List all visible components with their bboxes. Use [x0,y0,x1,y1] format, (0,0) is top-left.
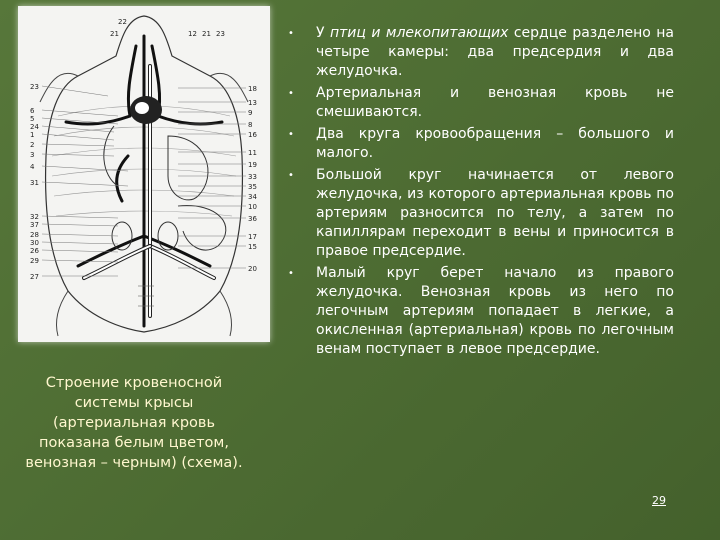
bullet-text: Большой круг начинается от левого желудочка, из которого артериальная кровь по артериям разносится по телу, а затем по капиллярам переходит в вены и приносится в правое предсердие. [316,167,674,259]
label-12: 12 [188,30,197,38]
bullet-text: Малый круг берет начало из правого желудочка. Венозная кровь из него по легочным артериям попадает в легкие, а окисленная (артериальная) кровь по легочным венам поступает в левое предсердие. [316,265,674,357]
bullet-text: Артериальная и венозная кровь не смешиваются. [316,85,674,120]
caption-line: системы крысы [74,395,194,411]
caption-line: венозная – черным) (схема). [25,455,243,471]
label-31: 31 [30,179,39,187]
rat-circulatory-diagram [18,6,270,342]
label-8: 8 [248,121,253,129]
label-13: 13 [248,99,257,107]
label-11: 11 [248,149,257,157]
label-16: 16 [248,131,257,139]
bullet-icon: • [288,268,294,279]
bullet-emphasis: птиц и млекопитающих [329,25,509,41]
label-15: 15 [248,243,257,251]
label-23-top: 23 [216,30,225,38]
page-number: 29 [652,494,666,507]
label-9: 9 [248,109,253,117]
label-6: 6 [30,107,35,115]
label-21-top: 21 [110,30,119,38]
bullet-text-part: У [316,25,330,41]
caption-line: (артериальная кровь [52,415,216,431]
bullet-text: Два круга кровообращения – большого и малого. [316,126,674,161]
label-24: 24 [30,123,39,131]
label-23: 23 [30,83,39,91]
label-26: 26 [30,247,39,255]
bullet-item [286,125,674,163]
label-2: 2 [30,141,35,149]
label-17: 17 [248,233,257,241]
bullet-icon: • [288,170,294,181]
bullet-icon: • [288,28,294,39]
label-32: 32 [30,213,39,221]
label-36: 36 [248,215,257,223]
label-3: 3 [30,151,35,159]
label-4: 4 [30,163,35,171]
label-18: 18 [248,85,257,93]
label-21-right: 21 [202,30,211,38]
bullet-icon: • [288,129,294,140]
bullet-item [286,24,674,81]
bullet-icon: • [288,88,294,99]
label-1: 1 [30,131,35,139]
label-33: 33 [248,173,257,181]
bullet-item [286,166,674,261]
caption-line: показана белым цветом, [39,435,229,451]
bullet-text-part: сердце разделено на четыре камеры: два предсердия и два желудочка. [316,25,674,79]
diagram-svg [18,6,270,342]
label-30: 30 [30,239,39,247]
bullet-text [316,24,674,81]
label-34: 34 [248,193,257,201]
label-20: 20 [248,265,257,273]
label-5: 5 [30,115,35,123]
bullet-item [286,264,674,359]
label-10: 10 [248,203,257,211]
caption-line: Строение кровеносной [45,375,223,391]
figure-caption [10,373,258,473]
label-37: 37 [30,221,39,229]
bullet-item [286,84,674,122]
label-29: 29 [30,257,39,265]
bullet-list [286,24,674,362]
label-22: 22 [118,18,127,26]
label-27: 27 [30,273,39,281]
label-28: 28 [30,231,39,239]
label-19: 19 [248,161,257,169]
label-35: 35 [248,183,257,191]
